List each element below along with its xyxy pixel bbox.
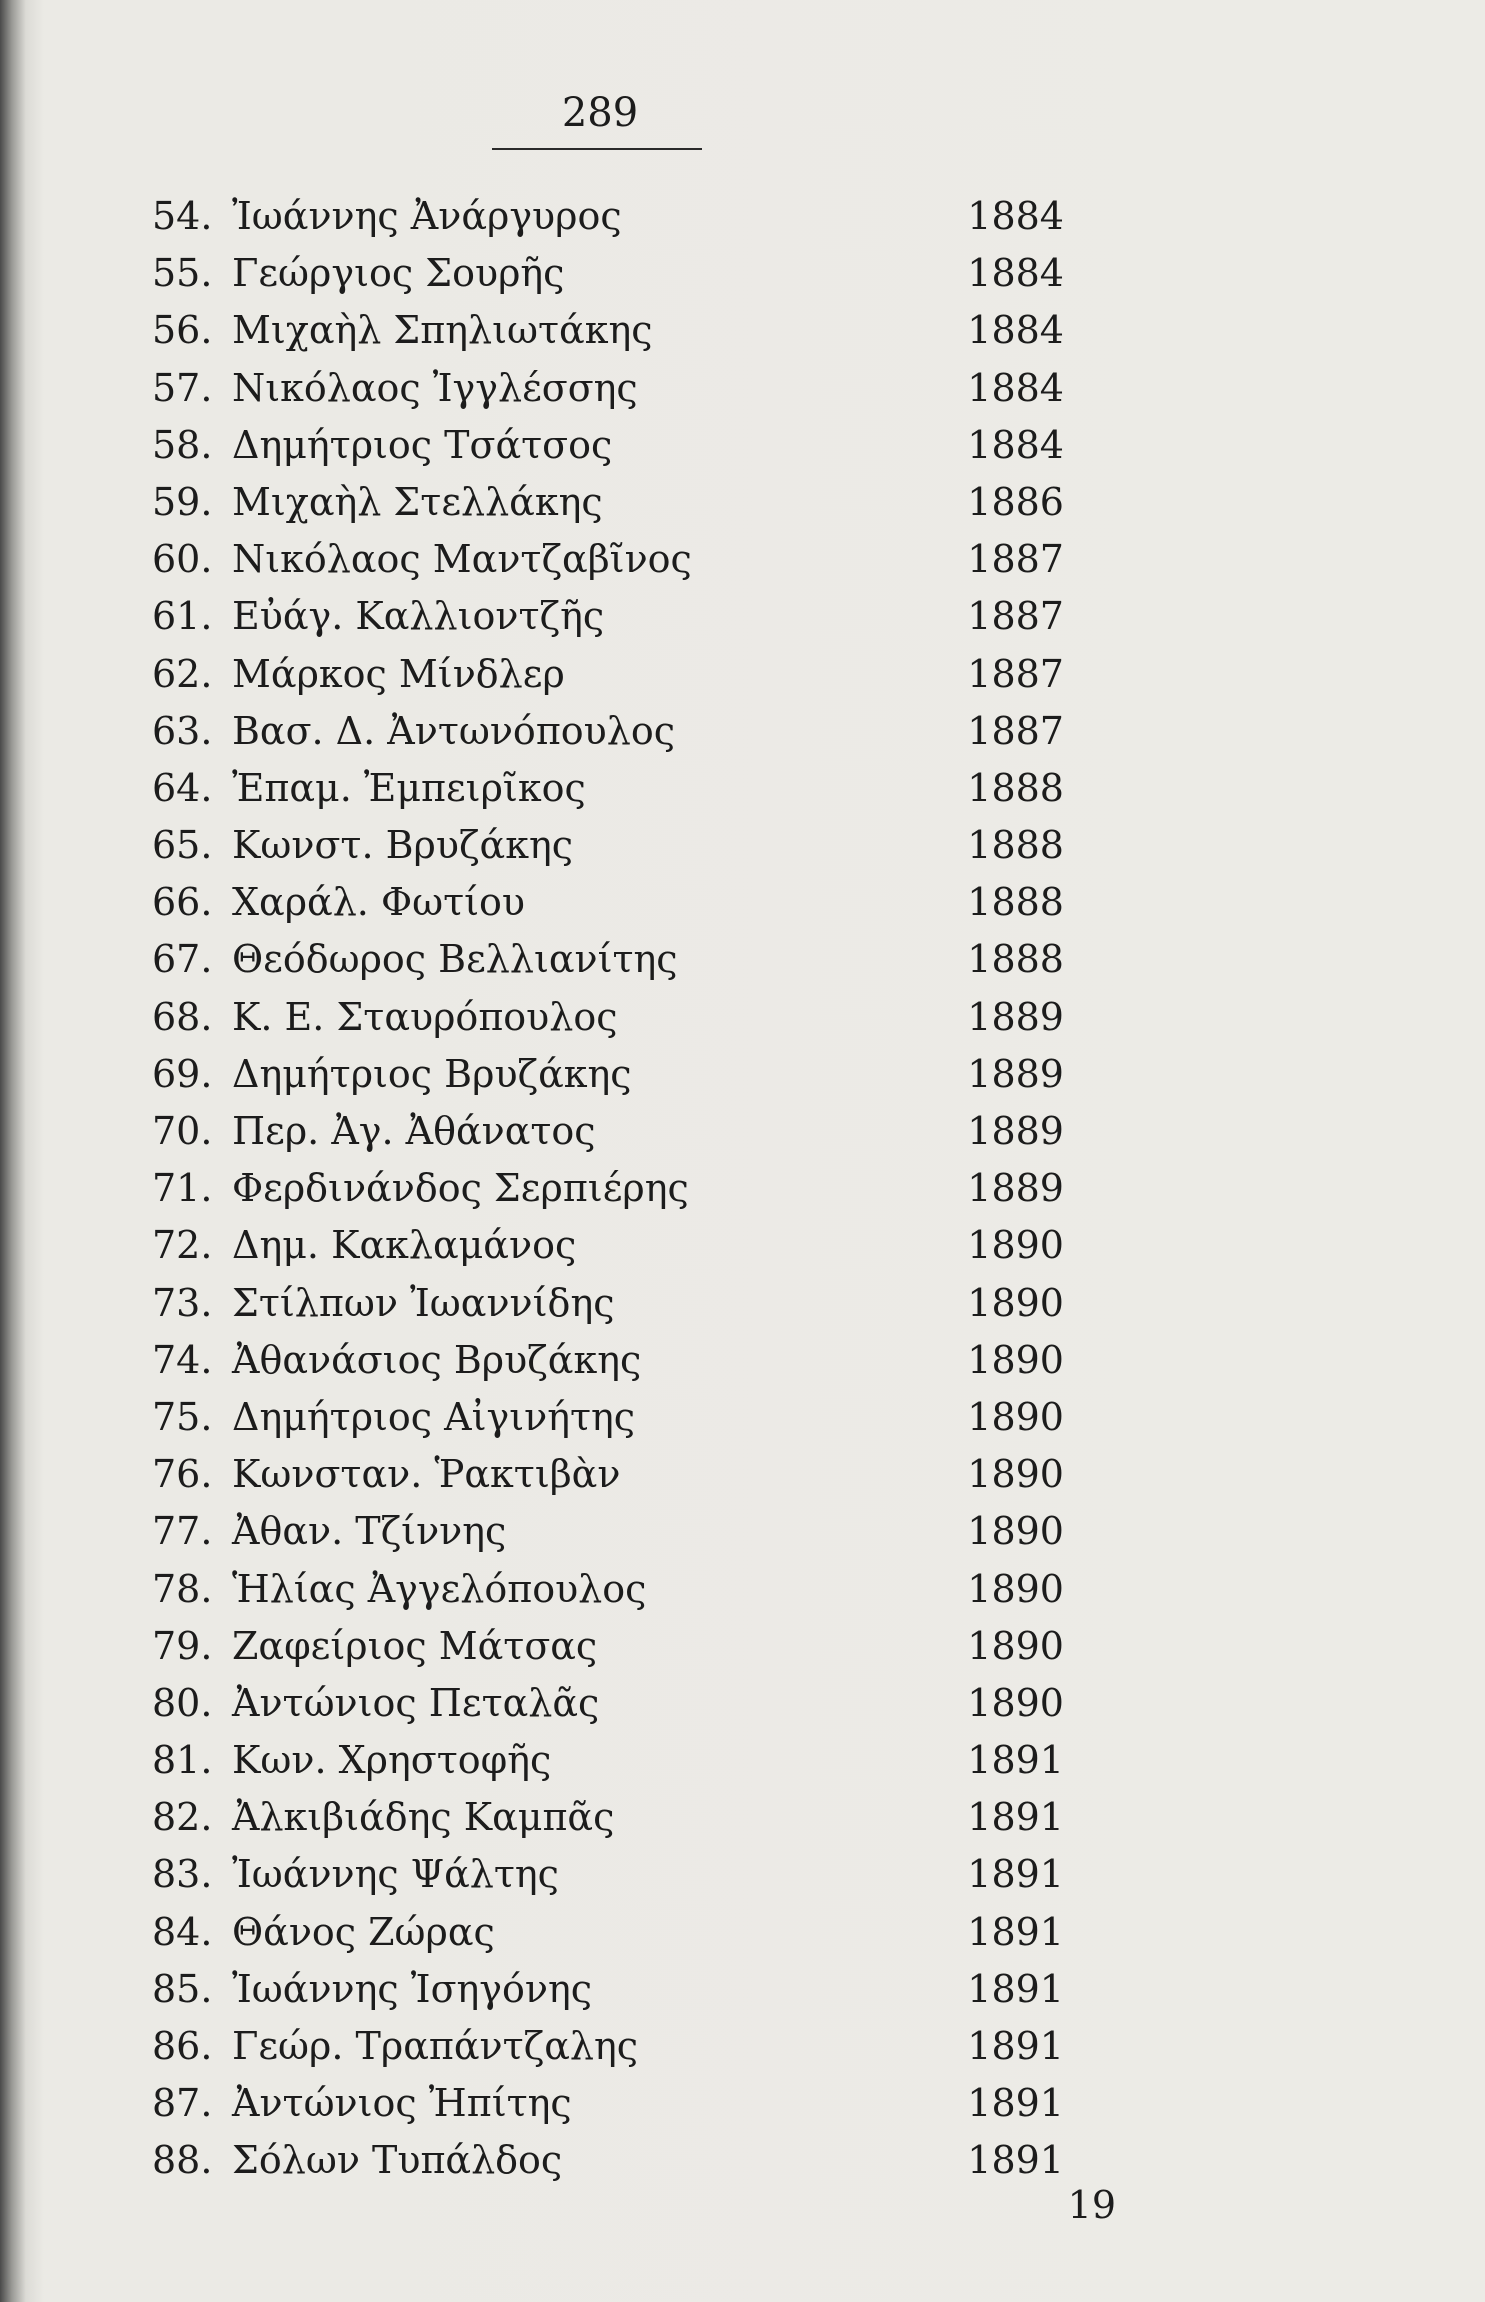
entry-number: 85. bbox=[152, 1966, 213, 2011]
list-item bbox=[0, 417, 1485, 474]
entry-number: 64. bbox=[152, 765, 213, 810]
list-item bbox=[0, 1332, 1485, 1389]
entry-year: 1891 bbox=[967, 1966, 1064, 2011]
entry-year: 1890 bbox=[967, 1280, 1064, 1325]
list-item bbox=[0, 989, 1485, 1046]
entry-year: 1890 bbox=[967, 1337, 1064, 1382]
entry-name: Νικόλαος Ἰγγλέσσης bbox=[232, 365, 638, 410]
entry-number: 86. bbox=[152, 2024, 213, 2068]
entry-name: Σόλων Τυπάλδος bbox=[232, 2138, 563, 2183]
list-item bbox=[0, 1275, 1485, 1332]
entry-year: 1887 bbox=[967, 594, 1064, 639]
entry-name: Μάρκος Μίνδλερ bbox=[232, 651, 565, 696]
entry-year: 1887 bbox=[967, 651, 1064, 696]
entry-name: Ἀλκιβιάδης Καμπᾶς bbox=[232, 1795, 615, 1840]
entry-number: 88. bbox=[152, 2138, 213, 2183]
entry-name: Μιχαὴλ Στελλάκης bbox=[232, 479, 603, 524]
list-item bbox=[0, 2075, 1485, 2132]
list-item bbox=[0, 1618, 1485, 1675]
list-item bbox=[0, 1561, 1485, 1618]
entry-year: 1884 bbox=[967, 365, 1064, 410]
entry-number: 62. bbox=[152, 651, 213, 696]
entry-year: 1891 bbox=[967, 1852, 1064, 1897]
entry-number: 61. bbox=[152, 594, 213, 639]
entry-year: 1890 bbox=[967, 1223, 1064, 1268]
entry-number: 80. bbox=[152, 1680, 213, 1725]
entry-year: 1890 bbox=[967, 1680, 1064, 1725]
list-item bbox=[0, 646, 1485, 703]
list-item bbox=[0, 817, 1485, 874]
entry-year: 1886 bbox=[967, 479, 1064, 524]
entry-name: Δημ. Κακλαμάνος bbox=[232, 1223, 577, 1268]
entry-name: Δημήτριος Τσάτσος bbox=[232, 422, 613, 467]
entry-number: 69. bbox=[152, 1051, 213, 1096]
entry-name: Γεώρ. Τραπάντζαλης bbox=[232, 2024, 639, 2068]
entry-number: 60. bbox=[152, 537, 213, 582]
entry-year: 1884 bbox=[967, 194, 1064, 238]
entry-year: 1890 bbox=[967, 1394, 1064, 1439]
entry-year: 1891 bbox=[967, 1909, 1064, 1954]
list-item bbox=[0, 2018, 1485, 2075]
entry-year: 1890 bbox=[967, 1566, 1064, 1611]
list-item bbox=[0, 1046, 1485, 1103]
entry-year: 1891 bbox=[967, 2081, 1064, 2126]
entry-number: 76. bbox=[152, 1452, 213, 1497]
entry-name: Κωνσταν. Ῥακτιβὰν bbox=[232, 1452, 621, 1497]
entry-name: Ἡλίας Ἀγγελόπουλος bbox=[232, 1566, 647, 1611]
entry-name: Στίλπων Ἰωαννίδης bbox=[232, 1280, 615, 1325]
entry-number: 79. bbox=[152, 1623, 213, 1668]
list-item bbox=[0, 1160, 1485, 1217]
entry-year: 1891 bbox=[967, 1738, 1064, 1783]
entry-year: 1884 bbox=[967, 251, 1064, 296]
entry-list bbox=[0, 188, 1485, 2190]
entry-name: Ἀντώνιος Ἠπίτης bbox=[232, 2081, 572, 2126]
entry-name: Εὐάγ. Καλλιοντζῆς bbox=[232, 594, 605, 639]
list-item bbox=[0, 531, 1485, 588]
entry-number: 70. bbox=[152, 1109, 213, 1153]
entry-year: 1890 bbox=[967, 1623, 1064, 1668]
list-item bbox=[0, 1732, 1485, 1789]
entry-number: 77. bbox=[152, 1509, 213, 1554]
entry-number: 84. bbox=[152, 1909, 213, 1954]
list-item bbox=[0, 588, 1485, 645]
list-item bbox=[0, 931, 1485, 988]
entry-number: 67. bbox=[152, 937, 213, 982]
list-item bbox=[0, 1904, 1485, 1961]
entry-name: Ἐπαμ. Ἐμπειρῖκος bbox=[232, 765, 586, 810]
entry-year: 1890 bbox=[967, 1452, 1064, 1497]
entry-number: 87. bbox=[152, 2081, 213, 2126]
entry-name: Ἀθαν. Τζίννης bbox=[232, 1509, 507, 1554]
list-item bbox=[0, 1961, 1485, 2018]
entry-name: Κων. Χρηστοφῆς bbox=[232, 1738, 552, 1783]
entry-name: Ἰωάννης Ψάλτης bbox=[232, 1852, 559, 1897]
list-item bbox=[0, 1446, 1485, 1503]
entry-number: 72. bbox=[152, 1223, 213, 1268]
entry-year: 1887 bbox=[967, 537, 1064, 582]
entry-name: Θάνος Ζώρας bbox=[232, 1909, 495, 1954]
entry-year: 1889 bbox=[967, 1051, 1064, 1096]
entry-year: 1888 bbox=[967, 823, 1064, 868]
entry-name: Φερδινάνδος Σερπιέρης bbox=[232, 1166, 689, 1211]
list-item bbox=[0, 1846, 1485, 1903]
list-item bbox=[0, 245, 1485, 302]
list-item bbox=[0, 188, 1485, 245]
entry-year: 1891 bbox=[967, 2024, 1064, 2068]
list-item bbox=[0, 874, 1485, 931]
signature-mark: 19 bbox=[1067, 2183, 1116, 2227]
entry-year: 1884 bbox=[967, 308, 1064, 353]
entry-number: 71. bbox=[152, 1166, 213, 1211]
list-item bbox=[0, 474, 1485, 531]
list-item bbox=[0, 360, 1485, 417]
list-item bbox=[0, 703, 1485, 760]
entry-name: Θεόδωρος Βελλιανίτης bbox=[232, 937, 678, 982]
list-item bbox=[0, 302, 1485, 359]
entry-name: Ἰωάννης Ἰσηγόνης bbox=[232, 1966, 593, 2011]
entry-year: 1889 bbox=[967, 1166, 1064, 1211]
entry-name: Περ. Ἀγ. Ἀθάνατος bbox=[232, 1109, 596, 1153]
entry-number: 54. bbox=[152, 194, 213, 238]
list-item bbox=[0, 1675, 1485, 1732]
list-item bbox=[0, 1103, 1485, 1160]
entry-number: 65. bbox=[152, 823, 213, 868]
header-rule bbox=[492, 148, 702, 150]
list-item bbox=[0, 1389, 1485, 1446]
entry-number: 74. bbox=[152, 1337, 213, 1382]
entry-name: Ἰωάννης Ἀνάργυρος bbox=[232, 194, 622, 238]
entry-number: 73. bbox=[152, 1280, 213, 1325]
entry-number: 83. bbox=[152, 1852, 213, 1897]
entry-number: 66. bbox=[152, 880, 213, 925]
list-item bbox=[0, 1503, 1485, 1560]
entry-name: Ζαφείριος Μάτσας bbox=[232, 1623, 598, 1668]
entry-name: Μιχαὴλ Σπηλιωτάκης bbox=[232, 308, 653, 353]
entry-name: Βασ. Δ. Ἀντωνόπουλος bbox=[232, 708, 676, 753]
entry-number: 57. bbox=[152, 365, 213, 410]
entry-name: Ἀθανάσιος Βρυζάκης bbox=[232, 1337, 642, 1382]
entry-year: 1891 bbox=[967, 1795, 1064, 1840]
entry-name: Δημήτριος Βρυζάκης bbox=[232, 1051, 632, 1096]
entry-number: 58. bbox=[152, 422, 213, 467]
entry-name: Ἀντώνιος Πεταλᾶς bbox=[232, 1680, 600, 1725]
entry-number: 63. bbox=[152, 708, 213, 753]
entry-number: 59. bbox=[152, 479, 213, 524]
list-item bbox=[0, 760, 1485, 817]
page-number: 289 bbox=[561, 90, 639, 136]
entry-number: 81. bbox=[152, 1738, 213, 1783]
entry-year: 1889 bbox=[967, 994, 1064, 1039]
entry-name: Χαράλ. Φωτίου bbox=[232, 880, 525, 925]
entry-name: Γεώργιος Σουρῆς bbox=[232, 251, 565, 296]
entry-year: 1884 bbox=[967, 422, 1064, 467]
list-item bbox=[0, 1789, 1485, 1846]
entry-name: Νικόλαος Μαντζαβῖνος bbox=[232, 537, 692, 582]
entry-number: 68. bbox=[152, 994, 213, 1039]
entry-number: 78. bbox=[152, 1566, 213, 1611]
list-item bbox=[0, 2132, 1485, 2189]
entry-number: 56. bbox=[152, 308, 213, 353]
entry-name: Κ. Ε. Σταυρόπουλος bbox=[232, 994, 618, 1039]
entry-number: 82. bbox=[152, 1795, 213, 1840]
entry-year: 1889 bbox=[967, 1109, 1064, 1153]
entry-year: 1891 bbox=[967, 2138, 1064, 2183]
entry-year: 1890 bbox=[967, 1509, 1064, 1554]
entry-number: 75. bbox=[152, 1394, 213, 1439]
entry-name: Κωνστ. Βρυζάκης bbox=[232, 823, 574, 868]
entry-year: 1888 bbox=[967, 880, 1064, 925]
entry-number: 55. bbox=[152, 251, 213, 296]
entry-name: Δημήτριος Αἰγινήτης bbox=[232, 1394, 636, 1439]
entry-year: 1888 bbox=[967, 765, 1064, 810]
list-item bbox=[0, 1217, 1485, 1274]
entry-year: 1887 bbox=[967, 708, 1064, 753]
entry-year: 1888 bbox=[967, 937, 1064, 982]
